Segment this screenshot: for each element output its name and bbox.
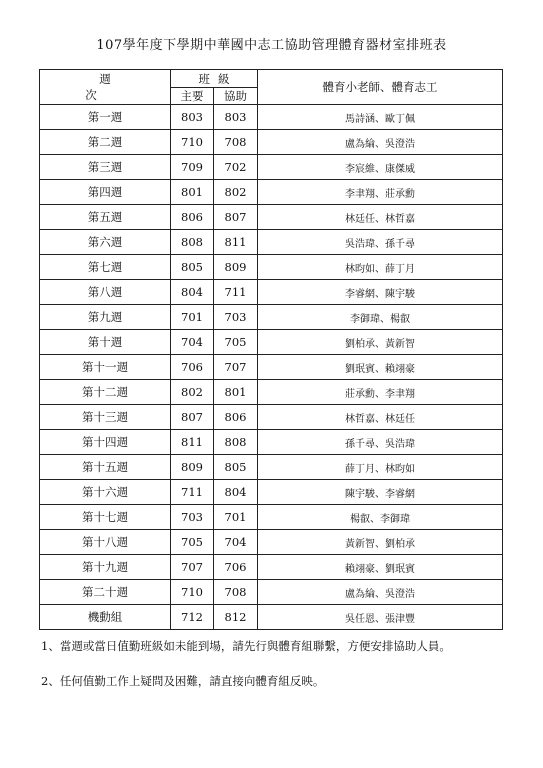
assist-class-cell: 805 bbox=[214, 455, 258, 480]
main-class-cell: 704 bbox=[171, 330, 214, 355]
week-cell: 第十四週 bbox=[40, 430, 171, 455]
names-cell: 李聿翔、莊承勳 bbox=[258, 180, 503, 205]
assist-class-cell: 812 bbox=[214, 605, 258, 630]
assist-class-cell: 708 bbox=[214, 130, 258, 155]
assist-class-cell: 703 bbox=[214, 305, 258, 330]
main-class-cell: 705 bbox=[171, 530, 214, 555]
names-cell: 楊叡、李御瑋 bbox=[258, 505, 503, 530]
week-cell: 第十九週 bbox=[40, 555, 171, 580]
week-cell: 第十六週 bbox=[40, 480, 171, 505]
names-cell: 孫千尋、吳浩瑋 bbox=[258, 430, 503, 455]
week-cell: 第九週 bbox=[40, 305, 171, 330]
names-cell: 林昀如、薛丁月 bbox=[258, 255, 503, 280]
week-cell: 第十七週 bbox=[40, 505, 171, 530]
main-class-cell: 712 bbox=[171, 605, 214, 630]
week-cell: 第四週 bbox=[40, 180, 171, 205]
week-cell: 第十三週 bbox=[40, 405, 171, 430]
names-column-header: 體育小老師、體育志工 bbox=[258, 70, 503, 105]
week-cell: 第二十週 bbox=[40, 580, 171, 605]
main-class-cell: 802 bbox=[171, 380, 214, 405]
table-row bbox=[40, 455, 503, 480]
week-cell: 第七週 bbox=[40, 255, 171, 280]
names-cell: 吳任恩、張津豐 bbox=[258, 605, 503, 630]
week-cell: 第八週 bbox=[40, 280, 171, 305]
week-cell: 第十一週 bbox=[40, 355, 171, 380]
main-class-cell: 703 bbox=[171, 505, 214, 530]
week-cell: 第三週 bbox=[40, 155, 171, 180]
main-class-cell: 707 bbox=[171, 555, 214, 580]
main-class-cell: 710 bbox=[171, 130, 214, 155]
main-class-header: 主要 bbox=[171, 88, 214, 105]
assist-class-cell: 808 bbox=[214, 430, 258, 455]
table-row bbox=[40, 505, 503, 530]
main-class-cell: 706 bbox=[171, 355, 214, 380]
assist-class-cell: 705 bbox=[214, 330, 258, 355]
main-class-cell: 804 bbox=[171, 280, 214, 305]
page-title: 107學年度下學期中華國中志工協助管理體育器材室排班表 bbox=[96, 38, 447, 53]
week-cell: 第一週 bbox=[40, 105, 171, 130]
assist-class-cell: 802 bbox=[214, 180, 258, 205]
main-class-cell: 811 bbox=[171, 430, 214, 455]
main-class-cell: 805 bbox=[171, 255, 214, 280]
note-1: 1、當週或當日值勤班級如未能到場，請先行與體育組聯繫，方便安排協助人員。 bbox=[41, 639, 451, 653]
assist-class-cell: 706 bbox=[214, 555, 258, 580]
week-cell: 第十二週 bbox=[40, 380, 171, 405]
week-cell: 第十五週 bbox=[40, 455, 171, 480]
table-row bbox=[40, 380, 503, 405]
main-class-cell: 711 bbox=[171, 480, 214, 505]
table-row bbox=[40, 480, 503, 505]
assist-class-cell: 708 bbox=[214, 580, 258, 605]
note-2: 2、任何值勤工作上疑問及困難，請直接向體育組反映。 bbox=[41, 674, 325, 688]
main-class-cell: 806 bbox=[171, 205, 214, 230]
week-cell: 第十週 bbox=[40, 330, 171, 355]
main-class-cell: 809 bbox=[171, 455, 214, 480]
week-cell: 第二週 bbox=[40, 130, 171, 155]
table-row bbox=[40, 355, 503, 380]
table-row bbox=[40, 230, 503, 255]
table-row bbox=[40, 430, 503, 455]
assist-class-header: 協助 bbox=[214, 88, 258, 105]
names-cell: 馬詩涵、歐丁佩 bbox=[258, 105, 503, 130]
assist-class-cell: 809 bbox=[214, 255, 258, 280]
assist-class-cell: 801 bbox=[214, 380, 258, 405]
names-cell: 劉柏承、黃新智 bbox=[258, 330, 503, 355]
table-row bbox=[40, 255, 503, 280]
names-cell: 林廷任、林哲嘉 bbox=[258, 205, 503, 230]
table-row bbox=[40, 130, 503, 155]
assist-class-cell: 702 bbox=[214, 155, 258, 180]
assist-class-cell: 707 bbox=[214, 355, 258, 380]
table-row bbox=[40, 280, 503, 305]
assist-class-cell: 806 bbox=[214, 405, 258, 430]
week-cell: 第十八週 bbox=[40, 530, 171, 555]
table-row bbox=[40, 105, 503, 130]
main-class-cell: 801 bbox=[171, 180, 214, 205]
schedule-table bbox=[39, 69, 503, 630]
class-column-header: 班級 bbox=[171, 70, 258, 88]
assist-class-cell: 807 bbox=[214, 205, 258, 230]
table-row bbox=[40, 155, 503, 180]
main-class-cell: 808 bbox=[171, 230, 214, 255]
table-row bbox=[40, 405, 503, 430]
names-cell: 吳浩瑋、孫千尋 bbox=[258, 230, 503, 255]
week-cell: 第六週 bbox=[40, 230, 171, 255]
main-class-cell: 803 bbox=[171, 105, 214, 130]
assist-class-cell: 804 bbox=[214, 480, 258, 505]
main-class-cell: 710 bbox=[171, 580, 214, 605]
table-row bbox=[40, 530, 503, 555]
names-cell: 賴翊豪、劉珉賓 bbox=[258, 555, 503, 580]
table-row bbox=[40, 180, 503, 205]
assist-class-cell: 803 bbox=[214, 105, 258, 130]
table-row bbox=[40, 205, 503, 230]
names-cell: 盧為綸、吳澄浩 bbox=[258, 580, 503, 605]
main-class-cell: 807 bbox=[171, 405, 214, 430]
names-cell: 劉珉賓、賴翊豪 bbox=[258, 355, 503, 380]
names-cell: 李睿網、陳宇駿 bbox=[258, 280, 503, 305]
main-class-cell: 701 bbox=[171, 305, 214, 330]
table-row bbox=[40, 305, 503, 330]
table-row bbox=[40, 580, 503, 605]
table-row bbox=[40, 555, 503, 580]
names-cell: 黃新智、劉柏承 bbox=[258, 530, 503, 555]
table-row bbox=[40, 330, 503, 355]
week-cell: 第五週 bbox=[40, 205, 171, 230]
names-cell: 陳宇駿、李睿網 bbox=[258, 480, 503, 505]
week-column-header: 週 次 bbox=[40, 70, 171, 105]
names-cell: 盧為綸、吳澄浩 bbox=[258, 130, 503, 155]
schedule-body bbox=[40, 105, 503, 630]
assist-class-cell: 711 bbox=[214, 280, 258, 305]
main-class-cell: 709 bbox=[171, 155, 214, 180]
names-cell: 李宸維、康傑威 bbox=[258, 155, 503, 180]
assist-class-cell: 704 bbox=[214, 530, 258, 555]
week-cell: 機動組 bbox=[40, 605, 171, 630]
assist-class-cell: 811 bbox=[214, 230, 258, 255]
assist-class-cell: 701 bbox=[214, 505, 258, 530]
names-cell: 莊承勳、李聿翔 bbox=[258, 380, 503, 405]
names-cell: 李御瑋、楊叡 bbox=[258, 305, 503, 330]
table-row bbox=[40, 605, 503, 630]
names-cell: 林哲嘉、林廷任 bbox=[258, 405, 503, 430]
names-cell: 薛丁月、林昀如 bbox=[258, 455, 503, 480]
